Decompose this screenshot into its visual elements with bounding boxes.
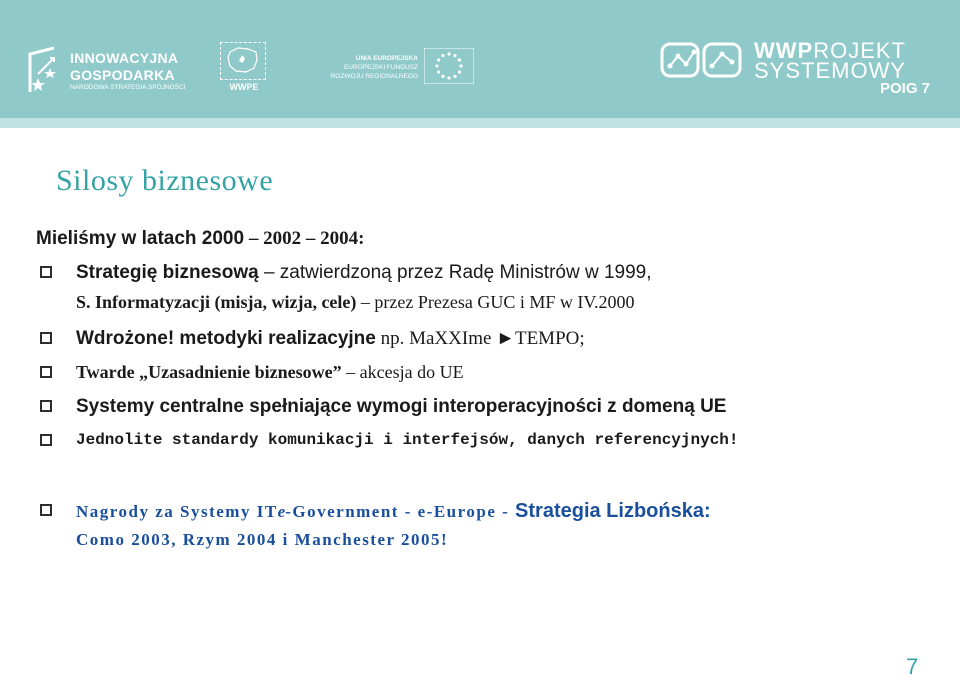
star-logo-icon [28, 44, 62, 94]
logo-ig-line1: INNOWACYJNA [70, 50, 179, 66]
intro-line: Mieliśmy w latach 2000 – 2002 – 2004: [36, 228, 365, 249]
logo-wwpe [214, 42, 274, 98]
eu-flag-icon [424, 48, 474, 84]
checkbox-bullet-icon [40, 400, 52, 412]
checkbox-bullet-icon [40, 366, 52, 378]
checkbox-bullet-icon [40, 504, 52, 516]
wwp-line1: WWPROJEKT [754, 38, 906, 63]
logo-unia-europejska [310, 48, 480, 98]
header-band [0, 0, 960, 118]
header-divider [0, 118, 960, 128]
slide-title: Silosy biznesowe [56, 164, 274, 197]
logo-wwpe-label: WWPE [229, 82, 259, 92]
eu-line1: UNIA EUROPEJSKA [355, 55, 418, 62]
logo-wwp-projekt-systemowy [660, 38, 950, 98]
checkbox-bullet-icon [40, 434, 52, 446]
wwp-line3: POIG 7 [880, 80, 931, 97]
logo-innowacyjna-gospodarka [28, 44, 198, 96]
network-icon [660, 38, 744, 82]
eu-line3: ROZWOJU REGIONALNEGO [330, 73, 418, 80]
page-number: 7 [906, 654, 919, 679]
poland-map-icon [226, 46, 260, 74]
logo-ig-line3: NARODOWA STRATEGIA SPÓJNOŚCI [70, 84, 186, 91]
checkbox-bullet-icon [40, 332, 52, 344]
eu-line2: EUROPEJSKI FUNDUSZ [343, 64, 418, 71]
wwp-line2: SYSTEMOWY [754, 58, 907, 83]
logo-ig-line2: GOSPODARKA [70, 67, 175, 83]
checkbox-bullet-icon [40, 266, 52, 278]
